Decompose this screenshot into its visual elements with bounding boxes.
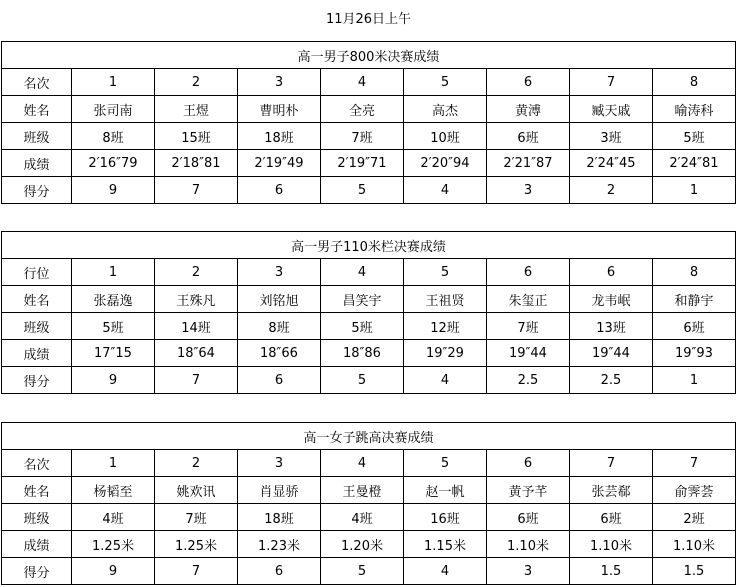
- table-cell: 13班: [570, 313, 653, 340]
- table-cell: 6班: [487, 504, 570, 531]
- row-label: 班级: [2, 123, 72, 150]
- row-label: 姓名: [2, 477, 72, 504]
- table-cell: 18″66: [238, 340, 321, 367]
- table-cell: 赵一帆: [404, 477, 487, 504]
- table-cell: 1.10米: [487, 531, 570, 558]
- table-cell: 3: [487, 558, 570, 585]
- table-cell: 2′19″49: [238, 150, 321, 177]
- table-row: [2, 340, 736, 367]
- table-row: [2, 313, 736, 340]
- table-cell: 15班: [155, 123, 238, 150]
- table-cell: 2′16″79: [72, 150, 155, 177]
- table-cell: 18″86: [321, 340, 404, 367]
- table-row: [2, 477, 736, 504]
- table-cell: 2′24″81: [653, 150, 736, 177]
- table-cell: 2班: [653, 504, 736, 531]
- table-row: [2, 150, 736, 177]
- table-cell: 5: [404, 450, 487, 477]
- table-cell: 6: [238, 177, 321, 204]
- table-cell: 1.25米: [72, 531, 155, 558]
- table-cell: 黄予芊: [487, 477, 570, 504]
- table-cell: 1: [653, 367, 736, 394]
- table-cell: 8班: [238, 313, 321, 340]
- table-cell: 杨韬至: [72, 477, 155, 504]
- table-cell: 5: [321, 367, 404, 394]
- table-cell: 1: [653, 177, 736, 204]
- table-cell: 7: [570, 450, 653, 477]
- row-label: 成绩: [2, 531, 72, 558]
- table-cell: 6: [238, 367, 321, 394]
- table-cell: 1.23米: [238, 531, 321, 558]
- table-cell: 19″44: [487, 340, 570, 367]
- row-label: 成绩: [2, 150, 72, 177]
- table-cell: 5: [321, 177, 404, 204]
- table-cell: 2′24″45: [570, 150, 653, 177]
- table-cell: 4: [321, 259, 404, 286]
- table-row: [2, 177, 736, 204]
- table-cell: 7班: [321, 123, 404, 150]
- row-label: 得分: [2, 177, 72, 204]
- table-cell: 1.5: [653, 558, 736, 585]
- table-cell: 2.5: [487, 367, 570, 394]
- table-cell: 5: [404, 69, 487, 96]
- table-cell: 龙韦岷: [570, 286, 653, 313]
- row-label: 成绩: [2, 340, 72, 367]
- table-row: [2, 504, 736, 531]
- date-heading: 11月26日上午: [325, 12, 412, 27]
- row-label: 名次: [2, 69, 72, 96]
- table-cell: 10班: [404, 123, 487, 150]
- table-cell: 6班: [570, 504, 653, 531]
- table-cell: 8: [653, 69, 736, 96]
- table-cell: 18班: [238, 123, 321, 150]
- table-row: [2, 96, 736, 123]
- table-cell: 全亮: [321, 96, 404, 123]
- table-row: [2, 367, 736, 394]
- table-cell: 6班: [653, 313, 736, 340]
- table-cell: 4: [404, 558, 487, 585]
- table-cell: 4: [404, 177, 487, 204]
- table-cell: 6班: [487, 123, 570, 150]
- table-cell: 7: [570, 69, 653, 96]
- table-row: [2, 69, 736, 96]
- table-cell: 17″15: [72, 340, 155, 367]
- table-cell: 6: [487, 69, 570, 96]
- table-cell: 3: [238, 69, 321, 96]
- table-cell: 王曼橙: [321, 477, 404, 504]
- table-cell: 9: [72, 558, 155, 585]
- table-cell: 6: [570, 259, 653, 286]
- table-cell: 朱玺正: [487, 286, 570, 313]
- table-cell: 6: [238, 558, 321, 585]
- table-cell: 16班: [404, 504, 487, 531]
- table-cell: 18″64: [155, 340, 238, 367]
- table-row: [2, 531, 736, 558]
- table-cell: 3: [487, 177, 570, 204]
- table-cell: 2: [155, 450, 238, 477]
- table-cell: 7: [155, 177, 238, 204]
- table-cell: 2: [155, 259, 238, 286]
- table-row: [2, 286, 736, 313]
- table-cell: 8班: [72, 123, 155, 150]
- table-cell: 3: [238, 259, 321, 286]
- table-cell: 曹明朴: [238, 96, 321, 123]
- table-cell: 19″44: [570, 340, 653, 367]
- table-cell: 2′18″81: [155, 150, 238, 177]
- table-cell: 刘铭旭: [238, 286, 321, 313]
- row-label: 姓名: [2, 96, 72, 123]
- table-row: [2, 259, 736, 286]
- table-cell: 4: [321, 450, 404, 477]
- table-title: 高一男子110米栏决赛成绩: [2, 232, 736, 259]
- row-label: 班级: [2, 313, 72, 340]
- table-cell: 6: [487, 259, 570, 286]
- table-cell: 肖显骄: [238, 477, 321, 504]
- table-cell: 喻涛科: [653, 96, 736, 123]
- table-cell: 12班: [404, 313, 487, 340]
- table-cell: 1.10米: [653, 531, 736, 558]
- table-cell: 1: [72, 69, 155, 96]
- table-cell: 2: [155, 69, 238, 96]
- table-cell: 1.10米: [570, 531, 653, 558]
- table-title: 高一女子跳高决赛成绩: [2, 423, 736, 450]
- table-cell: 1: [72, 450, 155, 477]
- table-cell: 姚欢讯: [155, 477, 238, 504]
- table-cell: 7班: [487, 313, 570, 340]
- table-cell: 7: [155, 558, 238, 585]
- table-cell: 4: [404, 367, 487, 394]
- table-cell: 张磊逸: [72, 286, 155, 313]
- row-label: 行位: [2, 259, 72, 286]
- table-cell: 2: [570, 177, 653, 204]
- row-label: 得分: [2, 558, 72, 585]
- table-cell: 9: [72, 177, 155, 204]
- table-cell: 高杰: [404, 96, 487, 123]
- table-cell: 7: [653, 450, 736, 477]
- table-cell: 7: [155, 367, 238, 394]
- table-cell: 王祖贤: [404, 286, 487, 313]
- table-cell: 张芸郗: [570, 477, 653, 504]
- results-table-110m-hurdles: [1, 231, 736, 394]
- table-cell: 俞霁荟: [653, 477, 736, 504]
- table-cell: 和静宇: [653, 286, 736, 313]
- table-cell: 14班: [155, 313, 238, 340]
- table-cell: 2′21″87: [487, 150, 570, 177]
- table-cell: 4班: [72, 504, 155, 531]
- table-cell: 1.25米: [155, 531, 238, 558]
- table-cell: 6: [487, 450, 570, 477]
- table-cell: 5班: [72, 313, 155, 340]
- table-cell: 臧天戚: [570, 96, 653, 123]
- table-cell: 3: [238, 450, 321, 477]
- table-cell: 5班: [653, 123, 736, 150]
- table-cell: 19″29: [404, 340, 487, 367]
- table-cell: 1.5: [570, 558, 653, 585]
- results-table-800m: [1, 41, 736, 204]
- table-cell: 5班: [321, 313, 404, 340]
- table-cell: 王煜: [155, 96, 238, 123]
- table-cell: 8: [653, 259, 736, 286]
- row-label: 姓名: [2, 286, 72, 313]
- table-cell: 18班: [238, 504, 321, 531]
- table-row: [2, 123, 736, 150]
- table-cell: 2′20″94: [404, 150, 487, 177]
- table-cell: 7班: [155, 504, 238, 531]
- table-cell: 4班: [321, 504, 404, 531]
- row-label: 得分: [2, 367, 72, 394]
- table-cell: 黄溥: [487, 96, 570, 123]
- table-cell: 张司南: [72, 96, 155, 123]
- table-cell: 19″93: [653, 340, 736, 367]
- table-row: [2, 558, 736, 585]
- table-cell: 4: [321, 69, 404, 96]
- table-title: 高一男子800米决赛成绩: [2, 42, 736, 69]
- table-cell: 王殊凡: [155, 286, 238, 313]
- table-cell: 昌笑宇: [321, 286, 404, 313]
- table-cell: 1.20米: [321, 531, 404, 558]
- table-cell: 2′19″71: [321, 150, 404, 177]
- row-label: 班级: [2, 504, 72, 531]
- table-row: [2, 450, 736, 477]
- table-cell: 2.5: [570, 367, 653, 394]
- results-table-high-jump: [1, 422, 736, 585]
- row-label: 名次: [2, 450, 72, 477]
- table-cell: 5: [404, 259, 487, 286]
- table-cell: 3班: [570, 123, 653, 150]
- table-cell: 9: [72, 367, 155, 394]
- table-cell: 5: [321, 558, 404, 585]
- table-cell: 1: [72, 259, 155, 286]
- table-cell: 1.15米: [404, 531, 487, 558]
